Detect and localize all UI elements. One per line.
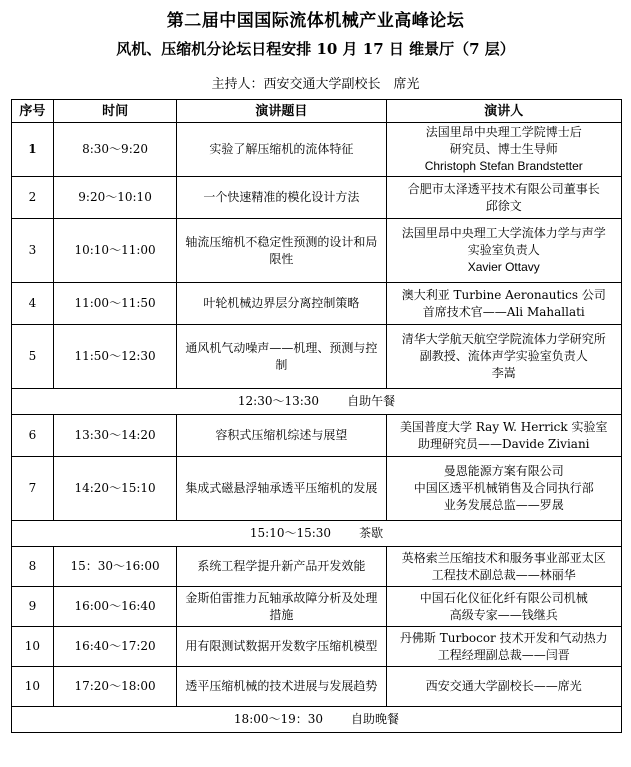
document-title: 第二届中国国际流体机械产业高峰论坛 <box>166 11 465 31</box>
schedule-body <box>12 123 622 733</box>
speaker-line: Christoph Stefan Brandstetter <box>424 159 583 173</box>
speaker-line: 曼恩能源方案有限公司 <box>443 464 564 478</box>
session-time: 11:00～11:50 <box>53 283 176 325</box>
session-topic: 透平压缩机械的技术进展与发展趋势 <box>177 667 386 707</box>
header-topic: 演讲题目 <box>177 100 386 123</box>
speaker-line: 丹佛斯 Turbocor 技术开发和气动热力 <box>399 630 608 645</box>
table-row <box>12 457 622 521</box>
speaker-line: 美国普度大学 Ray W. Herrick 实验室 <box>400 419 608 434</box>
speaker-line: 法国里昂中央理工大学流体力学与声学 <box>401 226 606 240</box>
speaker-line: 澳大利亚 Turbine Aeronautics 公司 <box>401 287 606 302</box>
session-number: 10 <box>12 667 54 707</box>
session-topic: 轴流压缩机不稳定性预测的设计和局限性 <box>177 219 386 283</box>
session-speaker <box>386 325 621 389</box>
speaker-line: 法国里昂中央理工学院博士后 <box>425 125 582 139</box>
speaker-line: 实验室负责人 <box>467 243 540 257</box>
session-speaker <box>386 667 621 707</box>
session-speaker <box>386 457 621 521</box>
session-speaker <box>386 123 621 177</box>
session-topic: 一个快速精准的模化设计方法 <box>177 177 386 219</box>
speaker-line: 工程经理副总裁——闫晋 <box>437 647 570 662</box>
speaker-line: 合肥市太泽透平技术有限公司董事长 <box>407 181 600 196</box>
speaker-line: 中国区透平机械销售及合同执行部 <box>413 481 594 495</box>
table-row <box>12 325 622 389</box>
session-time: 15：30～16:00 <box>53 547 176 587</box>
speaker-line: 中国石化仪征化纤有限公司机械 <box>419 590 588 605</box>
session-topic: 用有限测试数据开发数字压缩机模型 <box>177 627 386 667</box>
table-row <box>12 415 622 457</box>
session-number: 10 <box>12 627 54 667</box>
header-speaker: 演讲人 <box>386 100 621 123</box>
header-no: 序号 <box>12 100 54 123</box>
header-time: 时间 <box>53 100 176 123</box>
session-number: 8 <box>12 547 54 587</box>
session-topic: 集成式磁悬浮轴承透平压缩机的发展 <box>177 457 386 521</box>
table-row <box>12 667 622 707</box>
session-time: 8:30～9:20 <box>53 123 176 177</box>
session-time: 16:00～16:40 <box>53 587 176 627</box>
session-time: 16:40～17:20 <box>53 627 176 667</box>
table-header-row <box>12 100 622 123</box>
session-speaker <box>386 219 621 283</box>
table-row <box>12 547 622 587</box>
session-topic: 实验了解压缩机的流体特征 <box>177 123 386 177</box>
speaker-line: 业务发展总监——罗晟 <box>443 498 564 512</box>
session-time: 10:10～11:00 <box>53 219 176 283</box>
session-speaker <box>386 627 621 667</box>
break-label: 茶歇 <box>359 526 384 540</box>
speaker-line: 工程技术副总裁——林丽华 <box>431 567 576 582</box>
session-number: 4 <box>12 283 54 325</box>
table-row <box>12 123 622 177</box>
speaker-line: 西安交通大学副校长——席光 <box>425 679 582 693</box>
speaker-line: 研究员、博士生导师 <box>449 142 558 156</box>
session-number: 5 <box>12 325 54 389</box>
speaker-line: 李嵩 <box>491 366 516 380</box>
session-topic: 叶轮机械边界层分离控制策略 <box>177 283 386 325</box>
break-label: 自助晚餐 <box>351 712 400 726</box>
break-cell <box>12 521 622 547</box>
speaker-line: 首席技术官——Ali Mahallati <box>422 304 585 319</box>
session-time: 9:20～10:10 <box>53 177 176 219</box>
table-row <box>12 219 622 283</box>
speaker-line: 清华大学航天航空学院流体力学研究所 <box>401 332 606 346</box>
session-topic: 金斯伯雷推力瓦轴承故障分析及处理措施 <box>177 587 386 627</box>
session-topic: 容积式压缩机综述与展望 <box>177 415 386 457</box>
break-cell <box>12 389 622 415</box>
break-time: 18:00～19：30 <box>233 712 324 726</box>
document-subtitle: 风机、压缩机分论坛日程安排 10 月 17 日 维景厅（7 层） <box>116 40 515 58</box>
break-row <box>12 521 622 547</box>
break-time: 15:10～15:30 <box>249 526 332 540</box>
speaker-line: 英格索兰压缩技术和服务事业部亚太区 <box>401 550 606 565</box>
break-cell <box>12 707 622 733</box>
table-row <box>12 283 622 325</box>
speaker-line: 高级专家——钱继兵 <box>449 607 558 622</box>
session-speaker <box>386 415 621 457</box>
session-topic: 通风机气动噪声——机理、预测与控制 <box>177 325 386 389</box>
break-time: 12:30～13:30 <box>237 394 320 408</box>
break-row <box>12 707 622 733</box>
session-time: 11:50～12:30 <box>53 325 176 389</box>
session-number: 7 <box>12 457 54 521</box>
break-label: 自助午餐 <box>347 394 396 408</box>
session-number: 9 <box>12 587 54 627</box>
session-number: 2 <box>12 177 54 219</box>
break-row <box>12 389 622 415</box>
session-speaker <box>386 587 621 627</box>
speaker-line: 邱徐文 <box>485 198 522 213</box>
schedule-table <box>11 99 622 733</box>
session-speaker <box>386 547 621 587</box>
host-line: 主持人：西安交通大学副校长 席光 <box>211 77 420 92</box>
speaker-line: Xavier Ottavy <box>467 260 540 274</box>
session-time: 14:20～15:10 <box>53 457 176 521</box>
session-number: 3 <box>12 219 54 283</box>
session-time: 13:30～14:20 <box>53 415 176 457</box>
session-topic: 系统工程学提升新产品开发效能 <box>177 547 386 587</box>
session-number: 6 <box>12 415 54 457</box>
table-row <box>12 177 622 219</box>
table-row <box>12 587 622 627</box>
session-time: 17:20～18:00 <box>53 667 176 707</box>
table-row <box>12 627 622 667</box>
session-speaker <box>386 177 621 219</box>
speaker-line: 副教授、流体声学实验室负责人 <box>419 349 588 363</box>
session-number: 1 <box>12 123 54 177</box>
session-speaker <box>386 283 621 325</box>
speaker-line: 助理研究员——Davide Ziviani <box>418 436 590 451</box>
